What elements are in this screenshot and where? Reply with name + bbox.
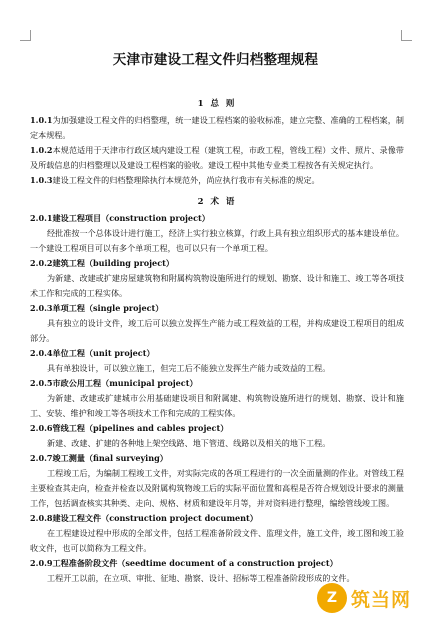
document-title: 天津市建设工程文件归档整理规程 — [112, 52, 319, 68]
term-name: 建筑工程（building project） — [52, 258, 174, 268]
clause-1-0-1 — [30, 113, 404, 143]
term-number: 2.0.1 — [30, 213, 53, 223]
term-2-0-6-heading — [30, 421, 404, 436]
clause-number: 1.0.1 — [30, 115, 53, 125]
clause-number: 1.0.2 — [30, 145, 53, 155]
term-number: 2.0.3 — [30, 303, 53, 313]
clause-text: 本规范适用于天津市行政区域内建设工程（建筑工程，市政工程，管线工程）文件、照片、录像带及所载信息的归档整理以及建设工程档案的验收。建设工程中其他专业类工程按各有关规定执行。 — [30, 145, 404, 170]
term-2-0-7-heading — [30, 451, 404, 466]
term-2-0-8-heading — [30, 511, 404, 526]
chapter-heading-general: 1 总 则 — [197, 99, 237, 109]
clause-text: 为加强建设工程文件的归档整理，统一建设工程档案的验收标准，建立完整、准确的工程档案，制定本规程。 — [30, 115, 404, 140]
term-number: 2.0.5 — [30, 378, 53, 388]
term-number: 2.0.8 — [30, 513, 53, 523]
term-2-0-1-definition: 经批准按一个总体设计进行施工，经济上实行独立核算，行政上具有独立组织形式的基本建设单位。一个建设工程项目可以有多个单项工程，也可以只有一个单项工程。 — [30, 228, 404, 253]
term-2-0-8-definition: 在工程建设过程中形成的全部文件，包括工程准备阶段文件、监理文件，施工文件，竣工图和竣工验收文件，也可以简称为工程文件。 — [30, 528, 404, 553]
term-number: 2.0.6 — [30, 423, 53, 433]
crop-mark-top-right — [401, 30, 412, 41]
term-2-0-9-definition: 工程开工以前，在立项、审批、征地、勘察、设计、招标等工程准备阶段形成的文件。 — [47, 573, 355, 583]
term-number: 2.0.9 — [30, 558, 53, 568]
term-2-0-2-heading — [30, 256, 404, 271]
chapter-heading-terms: 2 术 语 — [197, 197, 237, 207]
term-2-0-3-heading — [30, 301, 404, 316]
term-name: 单位工程（unit project） — [52, 348, 155, 358]
term-number: 2.0.4 — [30, 348, 53, 358]
term-number: 2.0.7 — [30, 453, 53, 463]
term-number: 2.0.2 — [30, 258, 53, 268]
term-2-0-5-definition: 为新建、改建或扩建城市公用基础建设项目和附属建、构筑物设施所进行的规划、勘察、设计和施工、安装、维护和竣工等各项技术工作和完成的工程实体。 — [30, 393, 404, 418]
crop-mark-top-left — [20, 30, 31, 41]
term-2-0-2-definition: 为新建、改建或扩建房屋建筑物和附属构筑物设施所进行的规划、勘察、设计和施工、竣工等各项技术工作和完成的工程实体。 — [30, 273, 404, 298]
term-name: 竣工测量（final surveying） — [52, 453, 168, 463]
term-2-0-5-heading — [30, 376, 404, 391]
clause-text: 建设工程文件的归档整理除执行本规范外，尚应执行我市有关标准的规定。 — [52, 175, 320, 185]
term-name: 建设工程文件（construction project document） — [52, 513, 258, 523]
term-name: 管线工程（pipelines and cables project） — [52, 423, 229, 433]
site-watermark — [317, 578, 429, 618]
term-2-0-1-heading — [30, 211, 404, 226]
clause-number: 1.0.3 — [30, 175, 53, 185]
watermark-text: 筑当网 — [351, 588, 412, 611]
watermark-logo-icon: Z — [317, 583, 347, 613]
clause-1-0-3 — [30, 173, 404, 188]
term-2-0-4-definition: 具有单独设计，可以独立施工，但完工后不能独立发挥生产能力或效益的工程。 — [47, 363, 331, 373]
term-2-0-3-definition: 具有独立的设计文件，竣工后可以独立发挥生产能力或工程效益的工程，并构成建设工程项目的组成部分。 — [30, 318, 404, 343]
term-2-0-9-heading — [30, 556, 404, 571]
term-2-0-4-heading — [30, 346, 404, 361]
term-name: 市政公用工程（municipal project） — [52, 378, 198, 388]
term-name: 建设工程项目（construction project） — [52, 213, 210, 223]
term-2-0-7-definition: 工程竣工后，为编制工程竣工文件，对实际完成的各项工程进行的一次全面量测的作业。对管线工程主要检查其走向，检查并检查以及附属构筑物竣工后的实际平面位置和高程是否符合规划设计要求的测量工作，包括调查核实其种类、走向、规格、材质和建设年月等，并对资料进行整理，编绘管线竣工图。 — [30, 468, 404, 508]
clause-1-0-2 — [30, 143, 404, 173]
term-name: 工程准备阶段文件（seedtime document of a construction project） — [52, 558, 338, 568]
term-2-0-6-definition: 新建、改建、扩建的各种地上架空线路、地下管道、线路以及相关的地下工程。 — [47, 438, 331, 448]
document-body — [30, 97, 404, 586]
term-name: 单项工程（single project） — [52, 303, 164, 313]
